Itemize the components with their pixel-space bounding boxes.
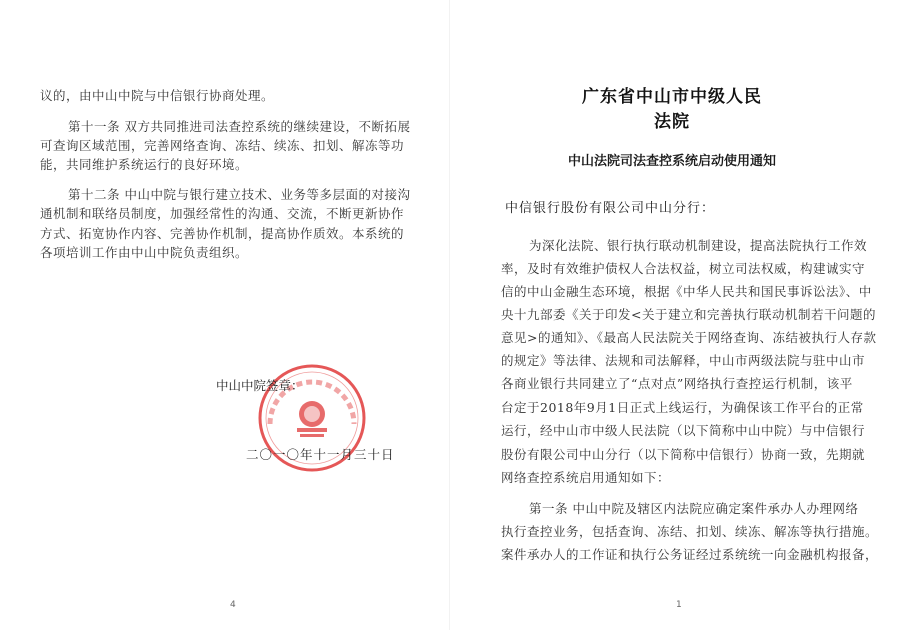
- right-line-10: 股份有限公司中山分行（以下简称中信银行）协商一致，先期就: [501, 447, 866, 462]
- right-line-12: 第一条 中山中院及辖区内法院应确定案件承办人办理网络: [529, 501, 859, 516]
- right-line-11: 网络查控系统启用通知如下：: [501, 470, 671, 485]
- left-page: [0, 0, 449, 630]
- signature-date: 二〇一〇年十一月三十日: [246, 447, 395, 462]
- signature-label: 中山中院签章：: [216, 378, 304, 393]
- left-line-2: 第十一条 双方共同推进司法查控系统的继续建设，不断拓展: [68, 119, 411, 134]
- right-page: [449, 0, 899, 630]
- addressee: 中信银行股份有限公司中山分行：: [505, 201, 716, 216]
- notice-title: 中山法院司法查控系统启动使用通知: [567, 154, 776, 169]
- right-line-8: 台定于2018年9月1日正式上线运行，为确保该工作平台的正常: [501, 400, 864, 415]
- right-line-2: 率，及时有效维护债权人合法权益，树立司法权威，构建诚实守: [501, 261, 866, 276]
- right-line-6: 的规定》等法律、法规和司法解释，中山市两级法院与驻中山市: [501, 353, 866, 368]
- court-title: 广东省中山市中级人民法院: [582, 87, 762, 132]
- left-line-8: 各项培训工作由中山中院负责组织。: [40, 245, 249, 260]
- left-line-1: 议的，由中山中院与中信银行协商处理。: [40, 88, 275, 103]
- right-line-7: 各商业银行共同建立了“点对点”网络执行查控运行机制，该平: [501, 376, 853, 391]
- right-line-1: 为深化法院、银行执行联动机制建设，提高法院执行工作效: [529, 238, 868, 253]
- right-line-3: 信的中山金融生态环境，根据《中华人民共和国民事诉讼法》、中: [501, 284, 872, 299]
- right-line-5: 意见>的通知》、《最高人民法院关于网络查询、冻结被执行人存款: [501, 330, 877, 345]
- left-line-5: 第十二条 中山中院与银行建立技术、业务等多层面的对接沟: [68, 187, 411, 202]
- page-number-left: 4: [230, 600, 236, 610]
- right-line-4: 央十九部委《关于印发<关于建立和完善执行联动机制若干问题的: [501, 307, 876, 322]
- left-line-7: 方式、拓宽协作内容、完善协作机制，提高协作质效。本系统的: [40, 226, 405, 241]
- right-line-14: 案件承办人的工作证和执行公务证经过系统统一向金融机构报备，: [501, 547, 879, 562]
- page-number-right: 1: [676, 600, 682, 610]
- left-line-6: 通机制和联络员制度，加强经常性的沟通、交流，不断更新协作: [40, 206, 405, 221]
- left-line-4: 能，共同维护系统运行的良好环境。: [40, 157, 249, 172]
- left-line-3: 可查询区域范围，完善网络查询、冻结、续冻、扣划、解冻等功: [40, 138, 405, 153]
- right-line-9: 运行，经中山市中级人民法院（以下简称中山中院）与中信银行: [501, 423, 866, 438]
- right-line-13: 执行查控业务，包括查询、冻结、扣划、续冻、解冻等执行措施。: [501, 524, 879, 539]
